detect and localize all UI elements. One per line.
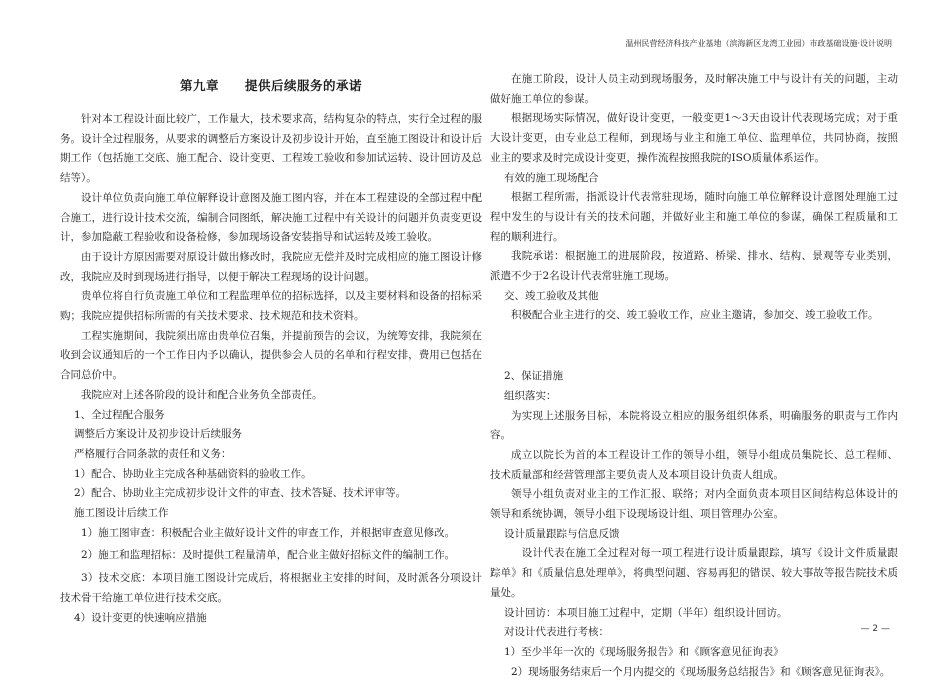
- paragraph: 交、竣工验收及其他: [504, 289, 599, 302]
- spacer: [490, 326, 898, 367]
- running-header: 温州民营经济科技产业基地（滨海新区龙湾工业园）市政基础设施·设计说明: [625, 39, 892, 48]
- paragraph: 1）施工图审查：积极配合业主做好设计文件的审查工作，并根据审查意见修改。: [81, 526, 456, 539]
- paragraph: 设计回访：本项目施工过程中，定期（半年）组织设计回访。: [504, 606, 788, 619]
- left-body: [60, 110, 482, 628]
- paragraph: 领导小组负责对业主的工作汇报、联络；对内全面负责本项目区间结构总体设计的领导和系统协调，领导小组下设现场设计组、项目管理办公室。: [490, 488, 898, 521]
- paragraph: 1）配合、协助业主完成各种基础资料的验收工作。: [74, 467, 312, 480]
- paragraph: 设计单位负责向施工单位解释设计意图及施工图内容，并在本工程建设的全部过程中配合施工，进行设计技术交流，编制合同图纸，解决施工过程中有关设计的问题并负责变更设计，参加隐蔽工程验收和设备检修，参加现场设备安装指导和试运转及竣工验收。: [60, 191, 482, 244]
- paragraph: 为实现上述服务目标，本院将设立相应的服务组织体系，明确服务的职责与工作内容。: [490, 409, 898, 442]
- paragraph: 2）施工和监理招标：及时提供工程量清单，配合业主做好招标文件的编制工作。: [81, 549, 456, 562]
- paragraph: 组织落实：: [504, 389, 557, 402]
- paragraph: 根据现场实际情况，做好设计变更，一般变更1～3天由设计代表现场完成；对于重大设计变更，由专业总工程师，到现场与业主和施工单位、监理单位，共同协商，按照业主的要求及时完成设计变更，操作流程按照我院的ISO质量体系运作。: [490, 112, 898, 164]
- paragraph: 设计质量跟踪与信息反馈: [504, 527, 620, 540]
- paragraph: 由于设计方原因需要对原设计做出修改时，我院应无偿并及时完成相应的施工图设计修改，我院应及时到现场进行指导，以便于解决工程现场的设计问题。: [60, 250, 482, 283]
- page-number: — 2 —: [860, 624, 890, 634]
- paragraph: 严格履行合同条款的责任和义务：: [74, 447, 232, 460]
- paragraph: 设计代表在施工全过程对每一项工程进行设计质量跟踪，填写《设计文件质量跟踪单》和《质量信息处理单》，将典型问题、容易再犯的错误、较大事故等报告院技术质量处。: [490, 547, 898, 599]
- left-column: [60, 70, 482, 628]
- paragraph: 2）配合、协助业主完成初步设计文件的审查、技术答疑、技术评审等。: [74, 487, 407, 500]
- right-column: [490, 70, 898, 682]
- paragraph: 施工图设计后续工作: [74, 507, 169, 520]
- paragraph: 在施工阶段，设计人员主动到现场服务，及时解决施工中与设计有关的问题，主动做好施工单位的参谋。: [490, 73, 898, 105]
- paragraph: 针对本工程设计面比较广，工作量大，技术要求高，结构复杂的特点，实行全过程的服务。设计全过程服务，从要求的调整后方案设计及初步设计开始，直至施工图设计和设计后期工作（包括施工交底、施工配合、设计变更、工程竣工验收和参加试运转、设计回访及总结等）。: [60, 113, 482, 185]
- paragraph: 我院应对上述各阶段的设计和配合业务负全部责任。: [81, 388, 323, 401]
- paragraph: 调整后方案设计及初步设计后续服务: [74, 428, 242, 441]
- paragraph: 对设计代表进行考核：: [504, 626, 609, 639]
- paragraph: 1、全过程配合服务: [74, 408, 165, 421]
- paragraph: 我院承诺：根据施工的进展阶段，按道路、桥梁、排水、结构、景观等专业类别，派遣不少于2名设计代表常驻施工现场。: [490, 250, 898, 283]
- chapter-title: 第九章 提供后续服务的承诺: [179, 78, 362, 93]
- paragraph: 成立以院长为首的本工程设计工作的领导小组，领导小组成员集院长、总工程师、技术质量部和经营管理部主要负责人及本项目设计负责人组成。: [490, 448, 898, 481]
- paragraph: 1）至少半年一次的《现场服务报告》和《顾客意见征询表》: [504, 645, 784, 658]
- paragraph: 有效的施工现场配合: [504, 171, 599, 184]
- paragraph: 工程实施期间，我院须出席由贵单位召集，并提前预告的会议，为统筹安排，我院须在收到会议通知后的一个工作日内予以确认，提供参会人员的名单和行程安排，费用已包括在合同总价中。: [60, 329, 482, 382]
- paragraph: 4）设计变更的快速响应措施: [74, 611, 207, 624]
- paragraph: 贵单位将自行负责施工单位和工程监理单位的招标选择，以及主要材料和设备的招标采购；我院应提供招标所需的有关技术要求、技术规范和技术资料。: [60, 290, 482, 323]
- paragraph: 2、保证措施: [504, 370, 564, 383]
- paragraph: 3）技术交底：本项目施工图设计完成后，将根据业主安排的时间，及时派各分项设计技术骨干给施工单位进行技术交底。: [60, 572, 482, 604]
- right-body: [490, 70, 898, 682]
- paragraph: 积极配合业主进行的交、竣工验收工作，应业主邀请，参加交、竣工验收工作。: [511, 309, 879, 322]
- paragraph: 2）现场服务结束后一个月内提交的《现场服务总结报告》和《顾客意见征询表》。: [511, 665, 891, 678]
- paragraph: 根据工程所需，指派设计代表常驻现场，随时向施工单位解释设计意图处理施工过程中发生的与设计有关的技术问题，并做好业主和施工单位的参谋，确保工程质量和工程的顺利进行。: [490, 191, 898, 243]
